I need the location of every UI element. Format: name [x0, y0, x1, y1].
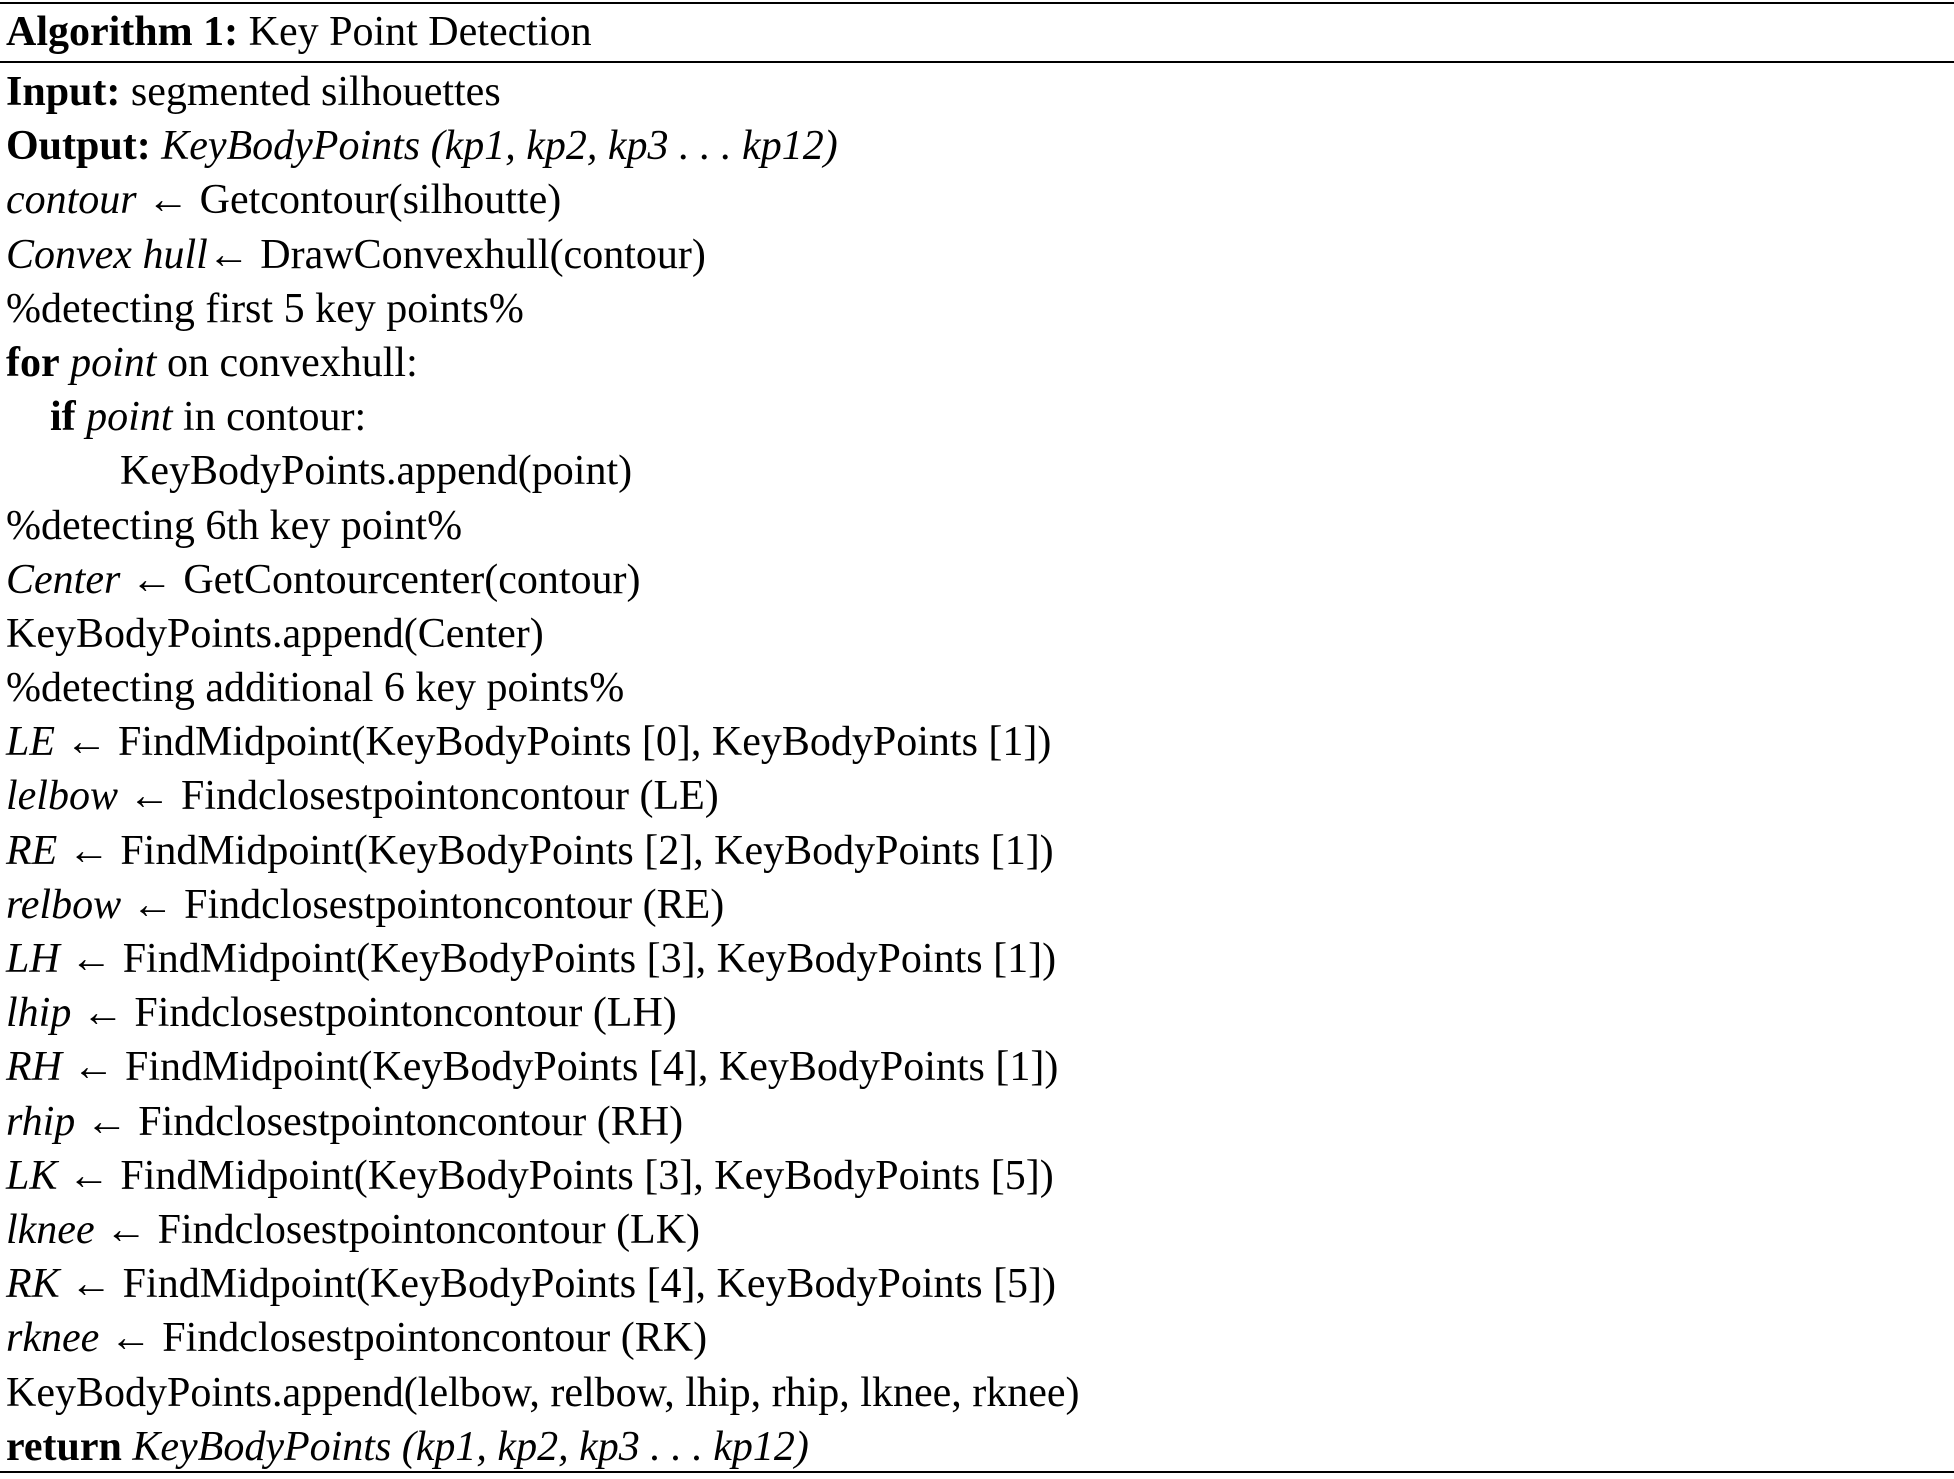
line-italic: Center: [6, 556, 121, 603]
code-line: [6, 824, 1946, 878]
comment-line: [6, 661, 1946, 715]
code-line: [6, 878, 1946, 932]
line-italic: lknee: [6, 1206, 95, 1253]
code-line: [6, 173, 1946, 227]
code-line: [6, 1366, 1946, 1420]
line-text: KeyBodyPoints.append(lelbow, relbow, lhip, rhip, lknee, rknee): [6, 1369, 1080, 1416]
line-text: ← Findclosestpointoncontour (LK): [94, 1206, 701, 1253]
line-italic: relbow: [6, 881, 122, 928]
code-line: [6, 1311, 1946, 1365]
line-italic: rknee: [6, 1315, 100, 1362]
line-italic: Convex hull: [6, 231, 208, 278]
line-italic: point: [75, 394, 173, 441]
line-italic: LK: [6, 1152, 58, 1199]
line-text: ← FindMidpoint(KeyBodyPoints [0], KeyBodyPoints [1]): [55, 719, 1052, 766]
line-keyword: for: [6, 339, 60, 386]
if-line: [6, 390, 1946, 444]
line-text: ← FindMidpoint(KeyBodyPoints [3], KeyBodyPoints [5]): [57, 1152, 1054, 1199]
line-text: %detecting additional 6 key points%: [6, 665, 625, 712]
algorithm-label: Algorithm 1:: [6, 9, 239, 55]
input-line: [6, 65, 1946, 119]
line-text: %detecting 6th key point%: [6, 502, 463, 549]
line-text: segmented silhouettes: [120, 69, 501, 115]
code-line: [6, 1203, 1946, 1257]
line-italic: LE: [6, 719, 56, 766]
algorithm-header: [6, 4, 592, 60]
code-line: [6, 444, 1946, 498]
line-italic: point: [59, 339, 157, 386]
return-line: [6, 1420, 1946, 1474]
line-text: ← Findclosestpointoncontour (LE): [118, 773, 719, 820]
line-text: KeyBodyPoints.append(Center): [6, 610, 544, 657]
line-italic: RH: [6, 1044, 62, 1091]
line-text: ← FindMidpoint(KeyBodyPoints [2], KeyBodyPoints [1]): [57, 827, 1054, 874]
code-line: [6, 228, 1946, 282]
line-text: in contour:: [172, 394, 367, 441]
line-keyword: Output:: [6, 123, 151, 170]
code-line: [6, 1040, 1946, 1094]
line-keyword: if: [50, 394, 76, 441]
line-italic: LH: [6, 936, 60, 982]
line-text: ← GetContourcenter(contour): [120, 556, 641, 603]
line-text: ← Findclosestpointoncontour (RH): [75, 1098, 684, 1145]
line-text: ← Getcontour(silhoutte): [136, 177, 562, 224]
line-text: ← FindMidpoint(KeyBodyPoints [3], KeyBodyPoints [1]): [59, 936, 1057, 982]
comment-line: [6, 282, 1946, 336]
line-text: ← Findclosestpointoncontour (RK): [99, 1315, 708, 1362]
code-line: [6, 1095, 1946, 1149]
line-text: ← DrawConvexhull(contour): [207, 231, 706, 278]
code-line: [6, 932, 1946, 986]
line-text: ← Findclosestpointoncontour (LH): [71, 990, 677, 1037]
line-text: ← FindMidpoint(KeyBodyPoints [4], KeyBodyPoints [1]): [62, 1044, 1059, 1091]
line-keyword: return: [6, 1423, 122, 1470]
line-italic: KeyBodyPoints (kp1, kp2, kp3 . . . kp12): [121, 1423, 809, 1470]
code-line: [6, 607, 1946, 661]
line-text: ← FindMidpoint(KeyBodyPoints [4], KeyBodyPoints [5]): [59, 1261, 1057, 1308]
code-line: [6, 1257, 1946, 1311]
for-line: [6, 336, 1946, 390]
line-italic: lelbow: [6, 773, 118, 820]
output-line: [6, 119, 1946, 173]
algorithm-body: [6, 65, 1946, 1474]
line-text: ← Findclosestpointoncontour (RE): [121, 881, 725, 928]
line-keyword: Input:: [6, 69, 121, 115]
code-line: [6, 1149, 1946, 1203]
code-line: [6, 715, 1946, 769]
line-italic: contour: [6, 177, 137, 224]
bottom-rule: [0, 1471, 1954, 1473]
line-italic: lhip: [6, 990, 72, 1037]
line-italic: rhip: [6, 1098, 76, 1145]
code-line: [6, 769, 1946, 823]
line-text: KeyBodyPoints.append(point): [120, 448, 633, 495]
line-italic: RK: [6, 1261, 60, 1308]
code-line: [6, 986, 1946, 1040]
algorithm-title: Key Point Detection: [248, 9, 592, 55]
line-text: on convexhull:: [156, 339, 418, 386]
code-line: [6, 553, 1946, 607]
comment-line: [6, 499, 1946, 553]
line-italic: KeyBodyPoints (kp1, kp2, kp3 . . . kp12): [150, 123, 838, 170]
line-text: %detecting first 5 key points%: [6, 285, 524, 332]
header-rule: [0, 61, 1954, 63]
line-italic: RE: [6, 827, 58, 874]
